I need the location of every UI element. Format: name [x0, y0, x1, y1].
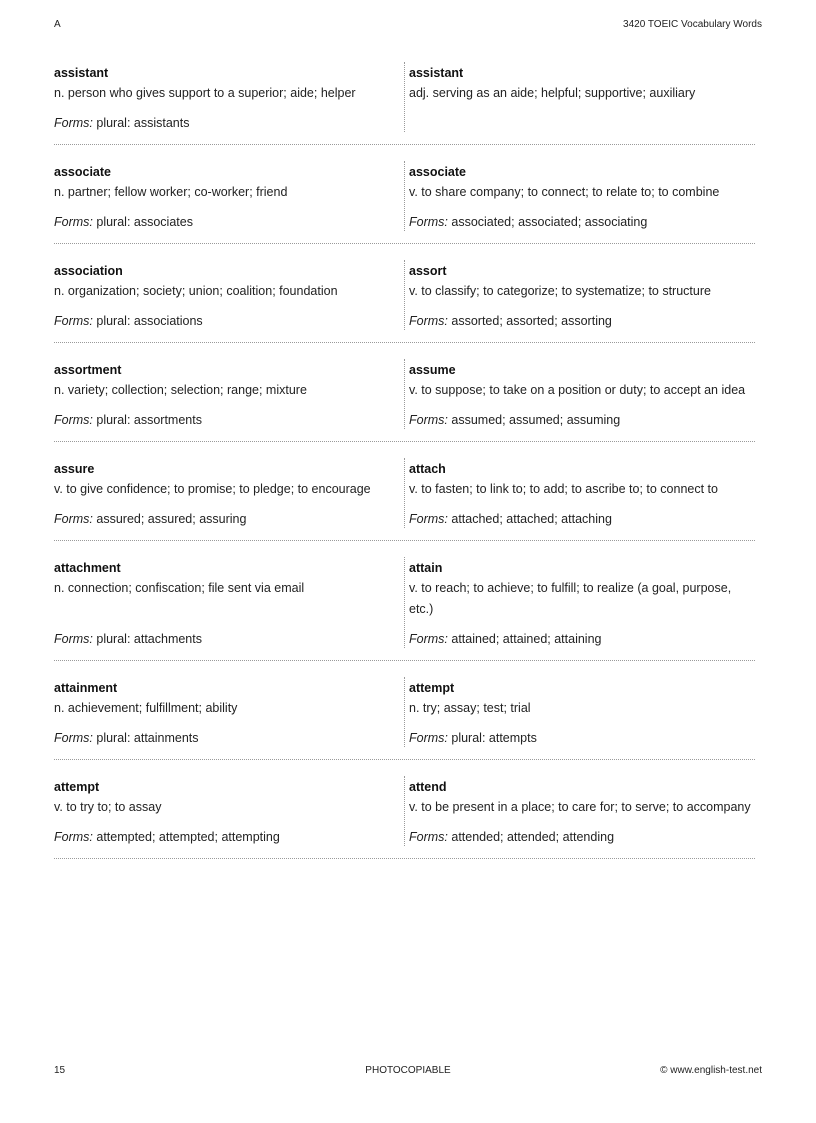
forms-label: Forms:: [54, 116, 93, 130]
forms-value: plural: associates: [96, 215, 193, 229]
entry-forms: [54, 302, 400, 330]
forms-value: plural: attempts: [451, 731, 537, 745]
entry-definition: v. to be present in a place; to care for; to serve; to accompany: [409, 800, 751, 814]
entry-definition: v. to reach; to achieve; to fulfill; to realize (a goal, purpose, etc.): [409, 581, 732, 616]
entry-word: association: [54, 264, 123, 278]
forms-value: attached; attached; attaching: [451, 512, 612, 526]
entry-definition: v. to fasten; to link to; to add; to ascribe to; to connect to: [409, 482, 718, 496]
entry-word: assistant: [54, 66, 109, 80]
entry-row: [54, 557, 755, 661]
entry-left: [54, 62, 404, 144]
entry-definition: v. to suppose; to take on a position or duty; to accept an idea: [409, 383, 746, 397]
entry-definition: v. to try to; to assay: [54, 800, 162, 814]
entry-definition: n. variety; collection; selection; range; mixture: [54, 383, 307, 397]
entry-right: [404, 359, 755, 429]
forms-value: attempted; attempted; attempting: [96, 830, 280, 844]
entry-word: attachment: [54, 561, 121, 575]
entry-definition: n. partner; fellow worker; co-worker; friend: [54, 185, 288, 199]
entry-right: [404, 557, 755, 648]
entry-word: attempt: [409, 681, 455, 695]
entry-word: attainment: [54, 681, 118, 695]
entry-definition: adj. serving as an aide; helpful; supportive; auxiliary: [409, 86, 696, 100]
forms-label: Forms:: [54, 413, 93, 427]
entry-left: [54, 458, 404, 540]
forms-value: plural: attachments: [96, 632, 202, 646]
entry-right: [404, 62, 755, 132]
forms-label: Forms:: [409, 512, 448, 526]
entry-definition: n. organization; society; union; coalition; foundation: [54, 284, 338, 298]
entry-row: [54, 260, 755, 343]
page-number: 15: [54, 1065, 66, 1076]
forms-value: plural: assistants: [96, 116, 190, 130]
entry-forms: [409, 203, 755, 231]
forms-label: Forms:: [409, 413, 448, 427]
entry-word: assure: [54, 462, 95, 476]
forms-label: Forms:: [409, 830, 448, 844]
forms-value: assorted; assorted; assorting: [451, 314, 612, 328]
forms-label: Forms:: [409, 215, 448, 229]
forms-label: Forms:: [54, 314, 93, 328]
entry-row: [54, 677, 755, 760]
forms-label: Forms:: [54, 830, 93, 844]
entry-left: [54, 677, 404, 759]
forms-label: Forms:: [54, 731, 93, 745]
footer-notice: PHOTOCOPIABLE: [365, 1065, 451, 1076]
entry-word: assume: [409, 363, 456, 377]
entry-forms: [409, 620, 755, 648]
entry-right: [404, 458, 755, 528]
entry-row: [54, 359, 755, 442]
entry-word: attain: [409, 561, 443, 575]
entry-definition: n. achievement; fulfillment; ability: [54, 701, 238, 715]
entry-forms: [409, 401, 755, 429]
entry-left: [54, 359, 404, 441]
entry-forms: [54, 719, 400, 747]
entry-forms: [54, 500, 400, 528]
forms-label: Forms:: [54, 632, 93, 646]
entry-row: [54, 161, 755, 244]
entry-right: [404, 677, 755, 747]
entry-left: [54, 776, 404, 858]
forms-value: assumed; assumed; assuming: [451, 413, 621, 427]
entry-forms: [409, 719, 755, 747]
header-section-letter: A: [54, 19, 61, 30]
footer-copyright: © www.english-test.net: [660, 1065, 762, 1076]
forms-label: Forms:: [409, 314, 448, 328]
entry-word: associate: [409, 165, 466, 179]
forms-value: attended; attended; attending: [451, 830, 615, 844]
header-title: 3420 TOEIC Vocabulary Words: [623, 19, 762, 30]
vocabulary-entries: [54, 62, 755, 875]
entry-row: [54, 62, 755, 145]
entry-word: attend: [409, 780, 447, 794]
entry-forms: [409, 302, 755, 330]
entry-right: [404, 161, 755, 231]
entry-forms: [54, 818, 400, 846]
entry-right: [404, 260, 755, 330]
entry-forms: [409, 500, 755, 528]
entry-definition: v. to give confidence; to promise; to pledge; to encourage: [54, 482, 371, 496]
entry-forms: [409, 818, 755, 846]
entry-definition: v. to share company; to connect; to relate to; to combine: [409, 185, 720, 199]
entry-definition: v. to classify; to categorize; to systematize; to structure: [409, 284, 711, 298]
entry-word: associate: [54, 165, 111, 179]
forms-value: assured; assured; assuring: [96, 512, 247, 526]
entry-forms: [54, 620, 400, 648]
forms-value: plural: assortments: [96, 413, 202, 427]
entry-left: [54, 161, 404, 243]
entry-word: assistant: [409, 66, 464, 80]
entry-forms: [54, 401, 400, 429]
forms-label: Forms:: [54, 215, 93, 229]
entry-definition: n. try; assay; test; trial: [409, 701, 531, 715]
entry-row: [54, 776, 755, 859]
entry-forms: [54, 104, 400, 132]
entry-left: [54, 260, 404, 342]
entry-word: assort: [409, 264, 447, 278]
entry-forms: [54, 203, 400, 231]
forms-label: Forms:: [409, 632, 448, 646]
entry-left: [54, 557, 404, 660]
forms-label: Forms:: [409, 731, 448, 745]
forms-value: associated; associated; associating: [451, 215, 648, 229]
entry-word: attach: [409, 462, 446, 476]
entry-definition: n. person who gives support to a superior; aide; helper: [54, 86, 356, 100]
entry-row: [54, 458, 755, 541]
forms-value: attained; attained; attaining: [451, 632, 602, 646]
forms-label: Forms:: [54, 512, 93, 526]
forms-value: plural: attainments: [96, 731, 199, 745]
entry-word: assortment: [54, 363, 122, 377]
entry-right: [404, 776, 755, 846]
forms-value: plural: associations: [96, 314, 203, 328]
entry-definition: n. connection; confiscation; file sent via email: [54, 581, 305, 595]
entry-word: attempt: [54, 780, 100, 794]
